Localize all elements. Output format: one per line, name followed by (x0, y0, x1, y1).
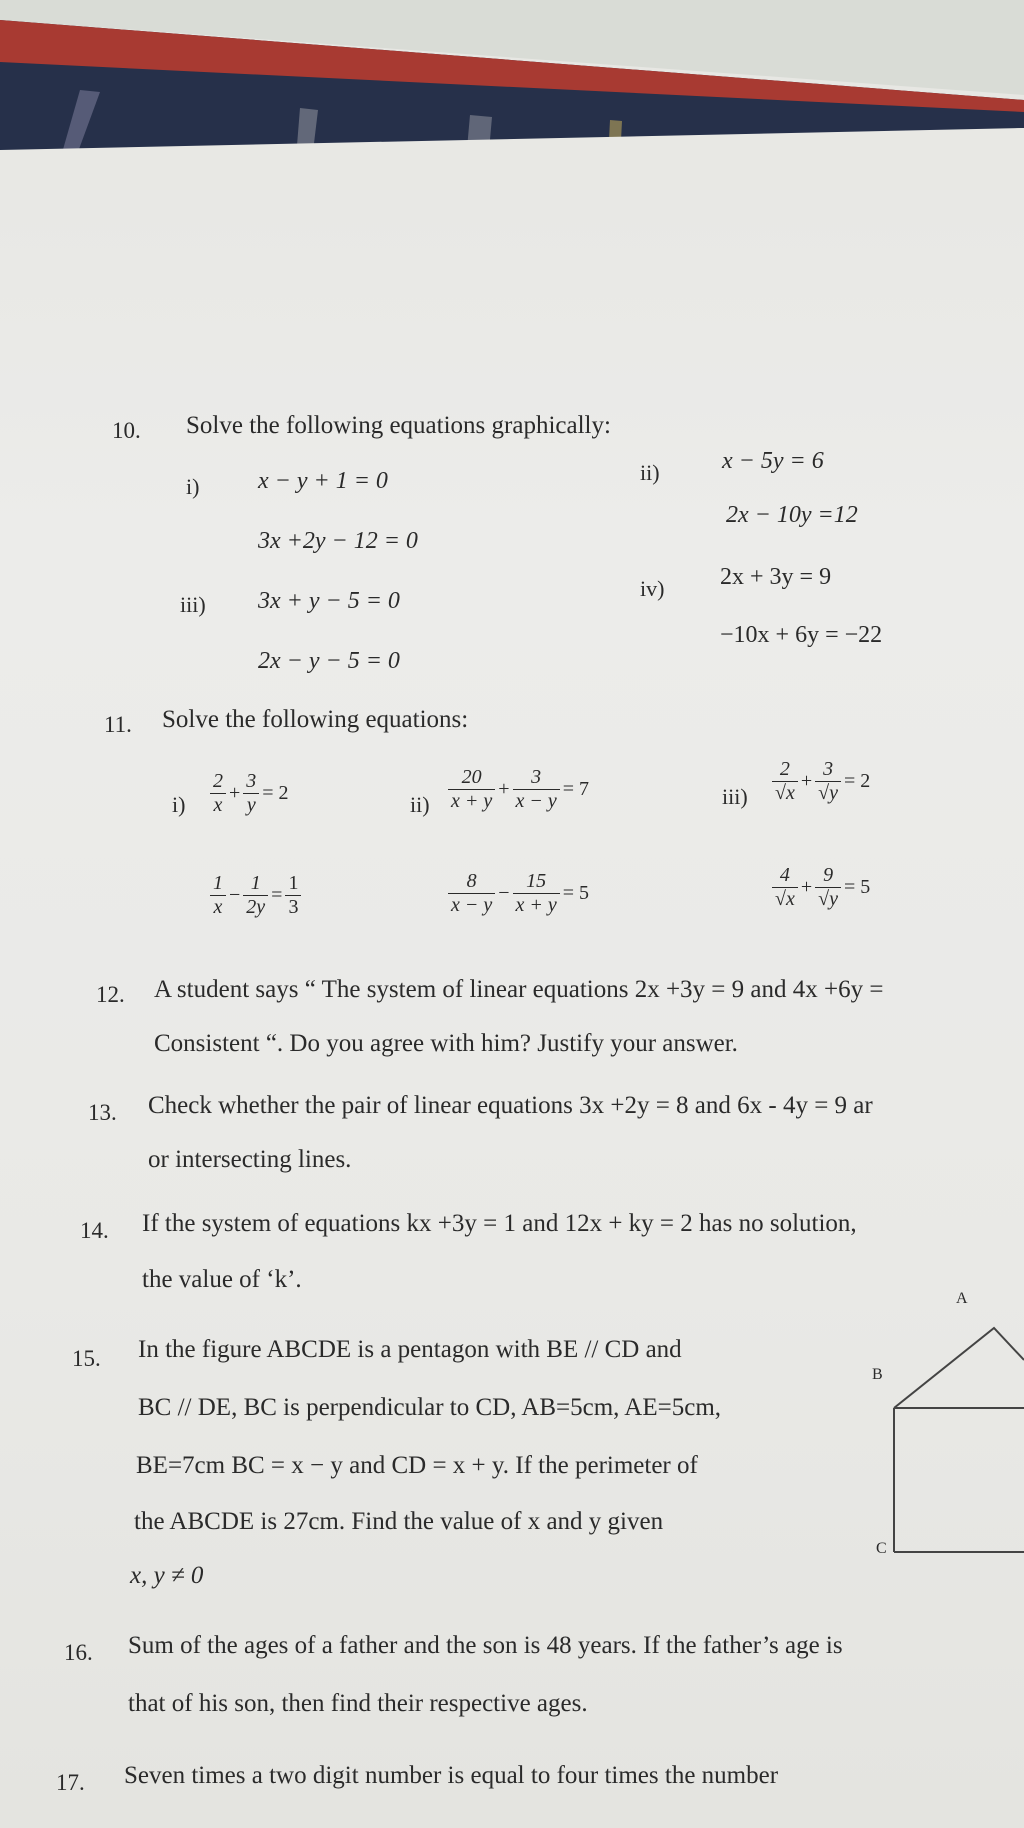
q10-iv-eq2: −10x + 6y = −22 (720, 622, 883, 648)
q11-iii-eq1: $\frac{2}{√x}$ + $\frac{3}{√y}$ = 2 (770, 758, 871, 805)
q11-iii-label: iii) (722, 784, 748, 809)
q13-line2: or intersecting lines. (148, 1146, 352, 1173)
q14-number: 14. (80, 1218, 109, 1243)
vertex-a-label: A (956, 1290, 968, 1307)
q10-ii-label: ii) (640, 460, 660, 485)
q11-i-eq1: $\frac{2}{x}$ + $\frac{3}{y}$ = 2 (208, 770, 290, 817)
q10-i-label: i) (186, 474, 200, 499)
q12-number: 12. (96, 982, 125, 1007)
q10-ii-eq2: 2x − 10y =12 (726, 502, 858, 528)
q16-line1: Sum of the ages of a father and the son is 48 years. If the father’s age is (128, 1632, 843, 1659)
q10-text: Solve the following equations graphically: (186, 412, 611, 439)
q11-ii-eq2: $\frac{8}{x - y}$ − $\frac{15}{x + y}$ = 5 (446, 870, 590, 917)
q17-number: 17. (56, 1770, 85, 1795)
q11-i-label: i) (172, 792, 186, 817)
q17-line1: Seven times a two digit number is equal to four times the number (124, 1762, 779, 1789)
q15-line4: the ABCDE is 27cm. Find the value of x and y given (134, 1508, 664, 1535)
q11-number: 11. (104, 712, 132, 737)
pentagon-figure (860, 1290, 1024, 1570)
q12-line1: A student says “ The system of linear equations 2x +3y = 9 and 4x +6y = (154, 976, 884, 1003)
q10-iii-eq1: 3x + y − 5 = 0 (258, 588, 400, 614)
q14-line1: If the system of equations kx +3y = 1 and 12x + ky = 2 has no solution, (142, 1210, 857, 1237)
q12-line2: Consistent “. Do you agree with him? Justify your answer. (154, 1030, 738, 1057)
q11-ii-eq1: $\frac{20}{x + y}$ + $\frac{3}{x - y}$ = 7 (446, 766, 590, 813)
q13-line1: Check whether the pair of linear equations 3x +2y = 8 and 6x - 4y = 9 ar (148, 1092, 873, 1119)
q11-text: Solve the following equations: (162, 706, 469, 733)
q11-ii-label: ii) (410, 792, 430, 817)
vertex-b-label: B (872, 1366, 883, 1383)
q10-ii-eq1: x − 5y = 6 (722, 448, 824, 474)
q10-i-eq1: x − y + 1 = 0 (258, 468, 388, 494)
q10-i-eq2: 3x +2y − 12 = 0 (258, 528, 418, 554)
q16-number: 16. (64, 1640, 93, 1665)
q15-line3: BE=7cm BC = x − y and CD = x + y. If the perimeter of (136, 1452, 698, 1479)
q16-line2: that of his son, then find their respective ages. (128, 1690, 588, 1717)
q10-iv-eq1: 2x + 3y = 9 (720, 564, 832, 590)
q10-iii-label: iii) (180, 592, 206, 617)
q15-number: 15. (72, 1346, 101, 1371)
vertex-c-label: C (876, 1540, 887, 1557)
q13-number: 13. (88, 1100, 117, 1125)
q15-line5: x, y ≠ 0 (130, 1562, 204, 1589)
q10-iv-label: iv) (640, 576, 665, 601)
q14-line2: the value of ‘k’. (142, 1266, 302, 1293)
q15-line2: BC // DE, BC is perpendicular to CD, AB=5cm, AE=5cm, (138, 1394, 722, 1421)
q10-iii-eq2: 2x − y − 5 = 0 (258, 648, 400, 674)
q11-i-eq2: $\frac{1}{x}$ − $\frac{1}{2y}$ = $\frac{1}{3}$ (208, 872, 303, 919)
book-cover-edge (0, 0, 1024, 190)
q15-line1: In the figure ABCDE is a pentagon with BE // CD and (138, 1336, 682, 1363)
q11-iii-eq2: $\frac{4}{√x}$ + $\frac{9}{√y}$ = 5 (770, 864, 871, 911)
q10-number: 10. (112, 418, 141, 443)
